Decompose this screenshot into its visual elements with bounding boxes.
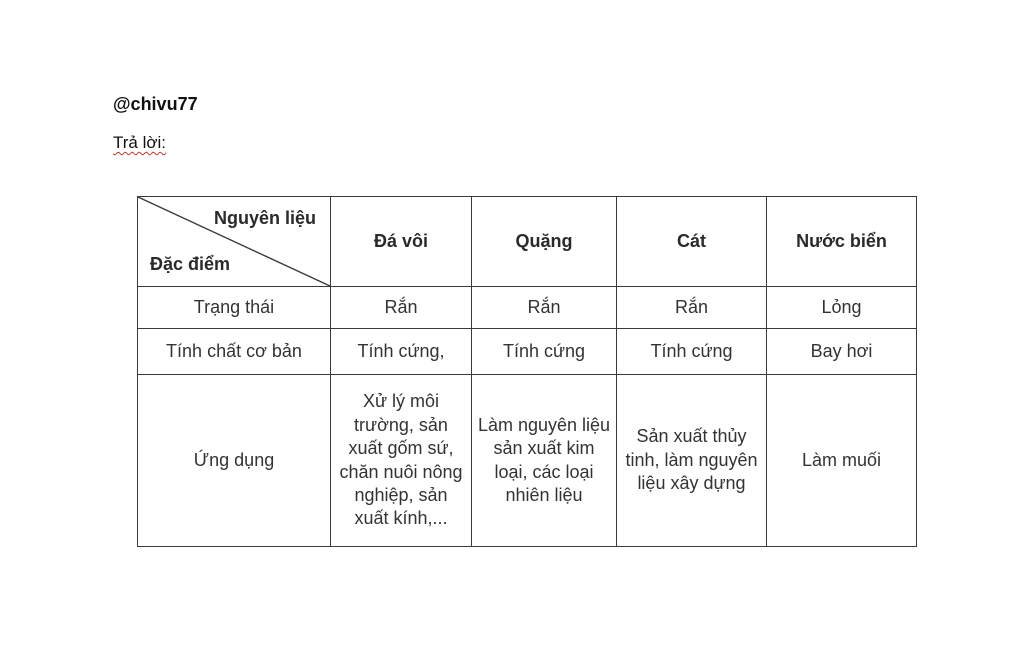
- table-cell: Tính cứng: [472, 329, 617, 375]
- table-cell: Sản xuất thủy tinh, làm nguyên liệu xây dựng: [617, 375, 767, 547]
- column-header: Cát: [617, 197, 767, 287]
- table-row: [138, 375, 917, 547]
- table-row: [138, 329, 917, 375]
- column-header: Nước biển: [767, 197, 917, 287]
- materials-table: [137, 196, 917, 547]
- table-cell: Rắn: [331, 287, 472, 329]
- table-header-row: [138, 197, 917, 287]
- author-handle: @chivu77: [113, 94, 198, 114]
- column-header: Quặng: [472, 197, 617, 287]
- row-label: Trạng thái: [138, 287, 331, 329]
- table-cell: Làm muối: [767, 375, 917, 547]
- table-cell: Tính cứng,: [331, 329, 472, 375]
- row-label: Ứng dụng: [138, 375, 331, 547]
- corner-top-label: Nguyên liệu: [213, 208, 316, 228]
- table-row: [138, 287, 917, 329]
- table-cell: Rắn: [617, 287, 767, 329]
- table-cell: Xử lý môi trường, sản xuất gốm sứ, chăn nuôi nông nghiệp, sản xuất kính,...: [331, 375, 472, 547]
- corner-header-cell: [138, 197, 331, 287]
- answer-label-text: Trả lời:: [113, 133, 167, 152]
- column-header: Đá vôi: [331, 197, 472, 287]
- corner-bottom-label: Đặc điểm: [150, 253, 231, 274]
- table-cell: Lỏng: [767, 287, 917, 329]
- table-cell: Rắn: [472, 287, 617, 329]
- table-cell: Bay hơi: [767, 329, 917, 375]
- table-cell: Tính cứng: [617, 329, 767, 375]
- table-cell: Làm nguyên liệu sản xuất kim loại, các loại nhiên liệu: [472, 375, 617, 547]
- row-label: Tính chất cơ bản: [138, 329, 331, 375]
- answer-label: [113, 133, 166, 153]
